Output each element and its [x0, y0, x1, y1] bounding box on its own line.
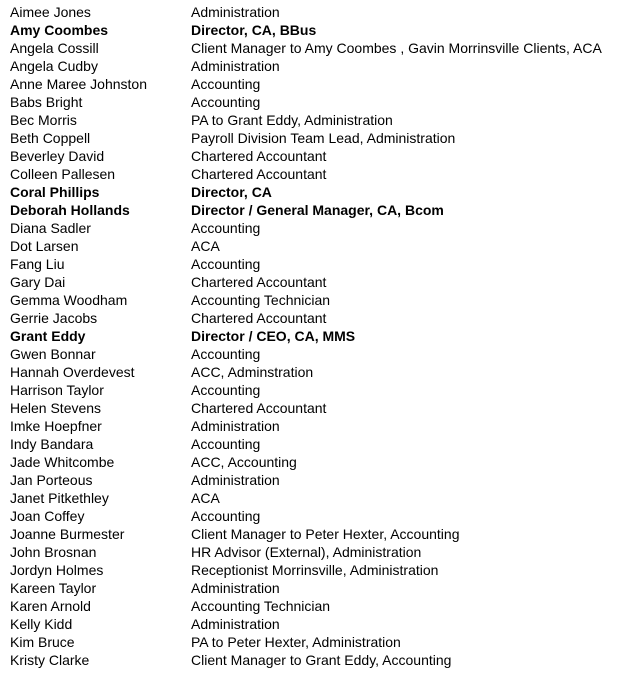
staff-row	[0, 633, 622, 651]
staff-row	[0, 255, 622, 273]
staff-name: Helen Stevens	[10, 400, 102, 416]
staff-role: Chartered Accountant	[191, 274, 327, 290]
staff-role: Accounting	[191, 346, 261, 362]
staff-row	[0, 417, 622, 435]
staff-role: Receptionist Morrinsville, Administration	[191, 562, 439, 578]
staff-name: John Brosnan	[10, 544, 97, 560]
staff-name: Imke Hoepfner	[10, 418, 102, 434]
staff-row	[0, 75, 622, 93]
staff-role: Accounting	[191, 508, 261, 524]
staff-name: Angela Cossill	[10, 40, 99, 56]
staff-name: Gwen Bonnar	[10, 346, 96, 362]
staff-row	[0, 201, 622, 219]
staff-row	[0, 381, 622, 399]
staff-role: ACC, Adminstration	[191, 364, 314, 380]
staff-role: Chartered Accountant	[191, 310, 327, 326]
staff-row	[0, 507, 622, 525]
staff-role: PA to Peter Hexter, Administration	[191, 634, 401, 650]
staff-row	[0, 561, 622, 579]
staff-name: Amy Coombes	[10, 22, 109, 38]
staff-role: Accounting	[191, 436, 261, 452]
staff-name: Joanne Burmester	[10, 526, 125, 542]
staff-row	[0, 111, 622, 129]
staff-name: Jade Whitcombe	[10, 454, 115, 470]
staff-name: Jordyn Holmes	[10, 562, 104, 578]
staff-row	[0, 309, 622, 327]
staff-role: Accounting	[191, 94, 261, 110]
staff-name: Joan Coffey	[10, 508, 85, 524]
staff-row	[0, 399, 622, 417]
staff-row	[0, 597, 622, 615]
staff-row	[0, 579, 622, 597]
staff-name: Dot Larsen	[10, 238, 79, 254]
staff-role: PA to Grant Eddy, Administration	[191, 112, 393, 128]
staff-name: Karen Arnold	[10, 598, 91, 614]
staff-name: Fang Liu	[10, 256, 65, 272]
staff-role: ACA	[191, 490, 220, 506]
staff-name: Aimee Jones	[10, 4, 91, 20]
staff-row	[0, 57, 622, 75]
staff-row	[0, 165, 622, 183]
staff-role: ACA	[191, 238, 220, 254]
staff-role: Director, CA	[191, 184, 272, 200]
staff-role: Accounting	[191, 256, 261, 272]
staff-name: Diana Sadler	[10, 220, 91, 236]
staff-name: Hannah Overdevest	[10, 364, 135, 380]
staff-role: Administration	[191, 418, 280, 434]
staff-name: Babs Bright	[10, 94, 83, 110]
staff-row	[0, 615, 622, 633]
staff-row	[0, 543, 622, 561]
staff-name: Jan Porteous	[10, 472, 93, 488]
staff-row	[0, 435, 622, 453]
staff-row	[0, 273, 622, 291]
staff-list	[0, 3, 622, 669]
staff-name: Anne Maree Johnston	[10, 76, 147, 92]
staff-role: Accounting Technician	[191, 598, 331, 614]
staff-role: Accounting	[191, 220, 261, 236]
staff-role: Director / CEO, CA, MMS	[191, 328, 356, 344]
staff-role: Chartered Accountant	[191, 400, 327, 416]
staff-role: Administration	[191, 580, 280, 596]
staff-role: Accounting	[191, 76, 261, 92]
staff-row	[0, 345, 622, 363]
staff-name: Indy Bandara	[10, 436, 94, 452]
staff-row	[0, 3, 622, 21]
staff-name: Beverley David	[10, 148, 105, 164]
staff-role: Client Manager to Peter Hexter, Accounting	[191, 526, 460, 542]
staff-name: Kristy Clarke	[10, 652, 90, 668]
staff-role: Accounting	[191, 382, 261, 398]
staff-name: Beth Coppell	[10, 130, 91, 146]
staff-row	[0, 651, 622, 669]
staff-role: ACC, Accounting	[191, 454, 297, 470]
staff-name: Kareen Taylor	[10, 580, 97, 596]
staff-row	[0, 489, 622, 507]
staff-role: Director / General Manager, CA, Bcom	[191, 202, 444, 218]
staff-name: Janet Pitkethley	[10, 490, 109, 506]
staff-name: Harrison Taylor	[10, 382, 104, 398]
staff-row	[0, 21, 622, 39]
staff-row	[0, 327, 622, 345]
staff-row	[0, 237, 622, 255]
staff-name: Coral Phillips	[10, 184, 100, 200]
staff-role: Administration	[191, 472, 280, 488]
staff-name: Colleen Pallesen	[10, 166, 116, 182]
staff-role: Payroll Division Team Lead, Administration	[191, 130, 456, 146]
staff-role: Client Manager to Amy Coombes , Gavin Morrinsville Clients, ACA	[191, 40, 602, 56]
staff-row	[0, 471, 622, 489]
staff-name: Angela Cudby	[10, 58, 98, 74]
staff-role: Accounting Technician	[191, 292, 331, 308]
staff-name: Gary Dai	[10, 274, 66, 290]
staff-row	[0, 183, 622, 201]
staff-row	[0, 147, 622, 165]
staff-role: Administration	[191, 4, 280, 20]
staff-name: Bec Morris	[10, 112, 77, 128]
staff-name: Gerrie Jacobs	[10, 310, 98, 326]
staff-name: Grant Eddy	[10, 328, 86, 344]
staff-row	[0, 453, 622, 471]
staff-role: HR Advisor (External), Administration	[191, 544, 422, 560]
staff-role: Administration	[191, 616, 280, 632]
staff-name: Kelly Kidd	[10, 616, 73, 632]
staff-row	[0, 363, 622, 381]
staff-row	[0, 39, 622, 57]
staff-name: Deborah Hollands	[10, 202, 130, 218]
staff-name: Gemma Woodham	[10, 292, 128, 308]
staff-row	[0, 525, 622, 543]
staff-row	[0, 93, 622, 111]
staff-row	[0, 219, 622, 237]
staff-role: Administration	[191, 58, 280, 74]
staff-role: Chartered Accountant	[191, 148, 327, 164]
staff-row	[0, 129, 622, 147]
staff-role: Client Manager to Grant Eddy, Accounting	[191, 652, 452, 668]
staff-name: Kim Bruce	[10, 634, 75, 650]
staff-role: Chartered Accountant	[191, 166, 327, 182]
staff-role: Director, CA, BBus	[191, 22, 317, 38]
staff-row	[0, 291, 622, 309]
